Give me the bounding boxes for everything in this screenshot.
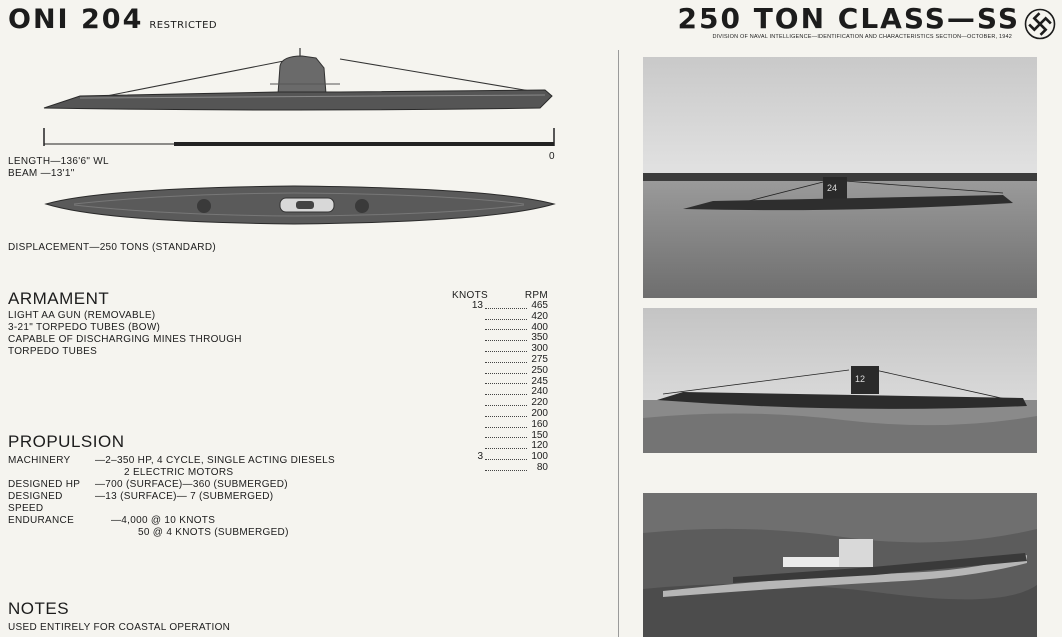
submarine-plan-drawing	[44, 180, 556, 232]
leader-dots	[485, 344, 527, 352]
knots-cell	[469, 344, 483, 355]
knots-cell: 13	[471, 300, 483, 311]
document-number: ONI 204	[8, 4, 144, 35]
beam-spec: BEAM —13'1"	[8, 168, 75, 179]
endurance-label: ENDURANCE	[8, 515, 75, 526]
knots-cell	[469, 377, 483, 388]
knots-cell	[469, 387, 483, 398]
armament-heading: ARMAMENT	[8, 289, 110, 308]
leader-dots	[485, 463, 527, 471]
hull-number-2: 12	[855, 374, 866, 384]
knots-cell	[469, 312, 483, 323]
rpm-cell: 120	[531, 440, 548, 452]
armament-line: TORPEDO TUBES	[8, 346, 98, 357]
hull-number-1: 24	[827, 183, 838, 193]
rpm-cell: 240	[531, 386, 548, 398]
rpm-cell: 150	[531, 429, 548, 441]
rpm-cell: 400	[531, 321, 548, 333]
rpm-cell: 100	[531, 451, 548, 463]
leader-dots	[485, 301, 527, 309]
knots-cell	[469, 323, 483, 334]
submarine-profile-drawing	[40, 44, 560, 118]
leader-dots	[485, 441, 527, 449]
class-title: 250 TON CLASS—SS	[677, 2, 1020, 35]
notes-text: USED ENTIRELY FOR COASTAL OPERATION	[8, 622, 231, 633]
rpm-cell: 200	[531, 407, 548, 419]
column-divider	[618, 50, 619, 637]
division-subline: DIVISION OF NAVAL INTELLIGENCE—IDENTIFICATION AND CHARACTERISTICS SECTION—OCTOBER, 1942	[712, 34, 1012, 40]
rpm-cell: 80	[536, 461, 548, 473]
armament-line: LIGHT AA GUN (REMOVABLE)	[8, 310, 156, 321]
rpm-cell: 160	[531, 418, 548, 430]
rpm-cell: 420	[531, 310, 548, 322]
knots-cell	[469, 409, 483, 420]
leader-dots	[485, 333, 527, 341]
rpm-cell: 220	[531, 397, 548, 409]
speed-table-row	[452, 463, 548, 474]
knots-cell	[469, 366, 483, 377]
submarine-photo-1	[643, 57, 1037, 298]
rpm-cell: 350	[531, 332, 548, 344]
document-id	[8, 4, 217, 35]
rpm-cell: 300	[531, 343, 548, 355]
propulsion-specs	[8, 455, 428, 539]
designed-hp-label: DESIGNED HP	[8, 479, 81, 490]
leader-dots	[485, 409, 527, 417]
knots-header: KNOTS	[452, 290, 488, 301]
knots-cell	[469, 398, 483, 409]
rpm-header: RPM	[524, 290, 548, 301]
designed-hp-value: —700 (SURFACE)—360 (SUBMERGED)	[95, 479, 288, 490]
endurance-row	[8, 515, 428, 527]
submarine-photo-3	[643, 493, 1037, 637]
scale-zero-label: 0	[549, 151, 555, 162]
knots-cell	[469, 420, 483, 431]
speed-table-rows	[452, 301, 548, 474]
designed-hp-row	[8, 479, 428, 491]
scale-bar	[42, 128, 562, 152]
rpm-cell: 245	[531, 375, 548, 387]
machinery-value: —2–350 HP, 4 CYCLE, SINGLE ACTING DIESELS	[95, 455, 335, 466]
displacement-spec: DISPLACEMENT—250 TONS (STANDARD)	[8, 242, 216, 253]
armament-list	[8, 310, 242, 358]
leader-dots	[485, 323, 527, 331]
leader-dots	[485, 312, 527, 320]
leader-dots	[485, 377, 527, 385]
armament-line: CAPABLE OF DISCHARGING MINES THROUGH	[8, 334, 242, 345]
knots-cell	[469, 333, 483, 344]
submarine-photo-2	[643, 308, 1037, 453]
designed-speed-row	[8, 491, 428, 515]
speed-table-row	[452, 452, 548, 463]
leader-dots	[485, 355, 527, 363]
speed-table-row	[452, 420, 548, 431]
leader-dots	[485, 366, 527, 374]
swastika-emblem-icon	[1024, 8, 1056, 40]
rpm-cell: 250	[531, 364, 548, 376]
length-spec: LENGTH—136'6" WL	[8, 156, 109, 167]
notes-heading: NOTES	[8, 599, 70, 618]
endurance-value: —4,000 @ 10 KNOTS	[111, 515, 216, 526]
leader-dots	[485, 398, 527, 406]
machinery-label: MACHINERY	[8, 455, 71, 466]
knots-cell	[469, 355, 483, 366]
leader-dots	[485, 452, 527, 460]
designed-speed-label: DESIGNED SPEED	[8, 491, 63, 514]
knots-cell	[469, 431, 483, 442]
machinery-continuation: 2 ELECTRIC MOTORS	[124, 467, 234, 478]
speed-table-row	[452, 366, 548, 377]
restricted-label: RESTRICTED	[149, 20, 218, 31]
rpm-cell: 275	[531, 353, 548, 365]
armament-line: 3-21" TORPEDO TUBES (BOW)	[8, 322, 161, 333]
propulsion-heading: PROPULSION	[8, 432, 125, 451]
leader-dots	[485, 431, 527, 439]
leader-dots	[485, 420, 527, 428]
knots-cell	[469, 463, 483, 474]
machinery-row	[8, 455, 428, 467]
knots-cell: 3	[477, 451, 483, 463]
leader-dots	[485, 387, 527, 395]
endurance-continuation: 50 @ 4 KNOTS (SUBMERGED)	[138, 527, 289, 538]
designed-speed-value: —13 (SURFACE)— 7 (SUBMERGED)	[95, 491, 274, 502]
speed-rpm-table	[452, 290, 548, 474]
rpm-cell: 465	[531, 300, 548, 311]
speed-table-row	[452, 312, 548, 323]
